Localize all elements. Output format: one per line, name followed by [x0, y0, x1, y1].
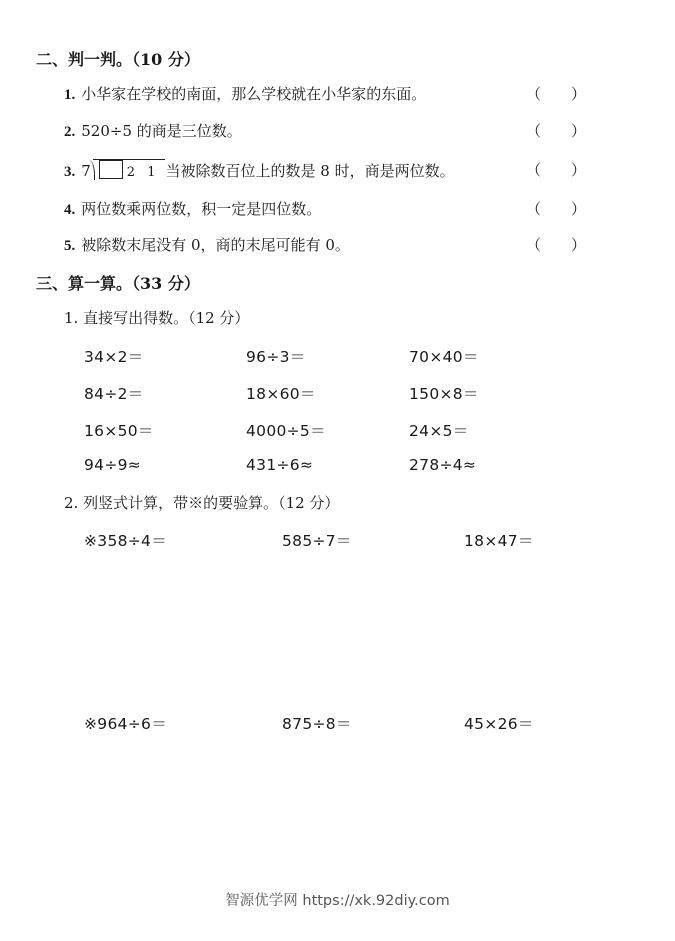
- vertical-calc-problem[interactable]: 45×26＝: [464, 715, 534, 733]
- calc-problem[interactable]: 16×50＝: [84, 422, 154, 440]
- footer-watermark: 智源优学网 https://xk.92diy.com: [225, 893, 450, 909]
- calc-problem[interactable]: 96÷3＝: [246, 348, 306, 366]
- section-3-title: 三、算一算。（33 分）: [36, 274, 200, 293]
- answer-blank-4[interactable]: （ ）: [526, 200, 587, 218]
- item-number: 3.: [64, 164, 76, 180]
- blank-box: [99, 160, 123, 179]
- calc-problem[interactable]: 4000÷5＝: [246, 422, 326, 440]
- judge-item-3: [64, 159, 455, 181]
- judge-item-1: [64, 83, 426, 104]
- vertical-calc-problem[interactable]: 585÷7＝: [282, 532, 352, 550]
- vertical-calc-problem[interactable]: ※358÷4＝: [84, 532, 168, 550]
- answer-blank-3[interactable]: （ ）: [526, 161, 587, 179]
- calc-problem[interactable]: 84÷2＝: [84, 385, 144, 403]
- calc-problem[interactable]: 150×8＝: [409, 385, 479, 403]
- answer-blank-1[interactable]: （ ）: [526, 85, 587, 103]
- vertical-calc-problem[interactable]: ※964÷6＝: [84, 715, 168, 733]
- calc-problem[interactable]: 34×2＝: [84, 348, 144, 366]
- item-number: 2.: [64, 124, 76, 140]
- judge-item-4: [64, 198, 321, 219]
- calc-problem[interactable]: 70×40＝: [409, 348, 479, 366]
- divisor: 7: [81, 162, 91, 180]
- item-number: 5.: [64, 238, 76, 254]
- item-text: 当被除数百位上的数是 8 时，商是两位数。: [165, 162, 455, 180]
- judge-item-5: [64, 234, 350, 255]
- answer-blank-2[interactable]: （ ）: [526, 122, 587, 140]
- answer-blank-5[interactable]: （ ）: [526, 236, 587, 254]
- item-text: 520÷5 的商是三位数。: [81, 122, 242, 140]
- item-text: 被除数末尾没有 0，商的末尾可能有 0。: [81, 236, 350, 254]
- calc-problem[interactable]: 431÷6≈: [246, 456, 314, 474]
- item-number: 1.: [64, 87, 76, 103]
- part-2-title: 2. 列竖式计算，带※的要验算。（12 分）: [64, 494, 340, 512]
- item-number: 4.: [64, 202, 76, 218]
- calc-problem[interactable]: 18×60＝: [246, 385, 316, 403]
- long-division-bracket: [93, 159, 166, 180]
- part-1-title: 1. 直接写出得数。（12 分）: [64, 309, 250, 327]
- calc-problem[interactable]: 278÷4≈: [409, 456, 477, 474]
- vertical-calc-problem[interactable]: 18×47＝: [464, 532, 534, 550]
- item-text: 小华家在学校的南面，那么学校就在小华家的东面。: [81, 85, 427, 103]
- item-text: 两位数乘两位数，积一定是四位数。: [81, 200, 322, 218]
- section-2-title: 二、判一判。（10 分）: [36, 50, 200, 69]
- judge-item-2: [64, 120, 242, 141]
- dividend-digits: 2 1: [126, 165, 160, 180]
- calc-problem[interactable]: 94÷9≈: [84, 456, 142, 474]
- calc-problem[interactable]: 24×5＝: [409, 422, 469, 440]
- vertical-calc-problem[interactable]: 875÷8＝: [282, 715, 352, 733]
